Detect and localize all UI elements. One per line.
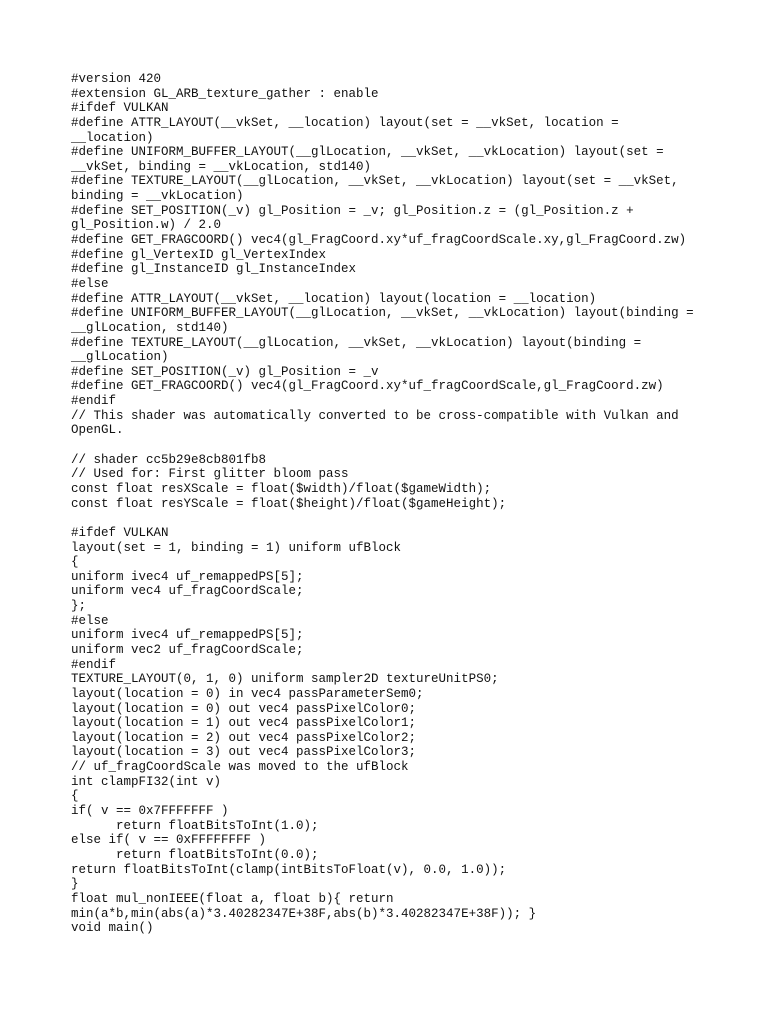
code-line: __glLocation): [71, 350, 169, 365]
code-line: else if( v == 0xFFFFFFFF ): [71, 833, 267, 848]
code-line: int clampFI32(int v): [71, 774, 222, 789]
code-line: // shader cc5b29e8cb801fb8: [71, 452, 267, 467]
code-line: gl_Position.w) / 2.0: [71, 218, 222, 233]
code-line: }: [71, 877, 79, 892]
code-line: __glLocation, std140): [71, 320, 229, 335]
code-line: #define ATTR_LAYOUT(__vkSet, __location) layout(set = __vkSet, location =: [71, 115, 619, 130]
code-line: #define GET_FRAGCOORD() vec4(gl_FragCoord.xy*uf_fragCoordScale,gl_FragCoord.zw): [71, 379, 664, 394]
code-line: void main(): [71, 921, 154, 936]
code-line: #define TEXTURE_LAYOUT(__glLocation, __vkSet, __vkLocation) layout(binding =: [71, 335, 642, 350]
code-line: __vkSet, binding = __vkLocation, std140): [71, 159, 372, 174]
code-line: {: [71, 555, 79, 570]
code-line: #ifdef VULKAN: [71, 101, 169, 116]
code-line: };: [71, 599, 87, 614]
code-line: layout(location = 1) out vec4 passPixelColor1;: [71, 716, 417, 731]
code-line: layout(location = 2) out vec4 passPixelColor2;: [71, 730, 417, 745]
code-line: __location): [71, 130, 154, 145]
code-line: float mul_nonIEEE(float a, float b){ return: [71, 891, 394, 906]
code-line: uniform vec4 uf_fragCoordScale;: [71, 584, 304, 599]
code-line: layout(location = 3) out vec4 passPixelColor3;: [71, 745, 417, 760]
code-line: uniform vec2 uf_fragCoordScale;: [71, 642, 304, 657]
code-line: layout(location = 0) in vec4 passParameterSem0;: [71, 686, 424, 701]
code-line: layout(set = 1, binding = 1) uniform ufBlock: [71, 540, 402, 555]
code-line: // This shader was automatically converted to be cross-compatible with Vulkan and: [71, 408, 679, 423]
code-line: #define gl_VertexID gl_VertexIndex: [71, 247, 327, 262]
code-line: const float resXScale = float($width)/float($gameWidth);: [71, 481, 492, 496]
code-line: {: [71, 789, 79, 804]
code-line: #extension GL_ARB_texture_gather : enable: [71, 86, 379, 101]
code-line: OpenGL.: [71, 423, 124, 438]
code-line: uniform ivec4 uf_remappedPS[5];: [71, 628, 304, 643]
code-line: #define UNIFORM_BUFFER_LAYOUT(__glLocation, __vkSet, __vkLocation) layout(set =: [71, 145, 664, 160]
code-line: [71, 438, 711, 453]
code-line: const float resYScale = float($height)/float($gameHeight);: [71, 496, 507, 511]
code-line: #else: [71, 276, 109, 291]
code-line: #define GET_FRAGCOORD() vec4(gl_FragCoord.xy*uf_fragCoordScale.xy,gl_FragCoord.zw): [71, 233, 687, 248]
code-line: #else: [71, 613, 109, 628]
code-line: #define SET_POSITION(_v) gl_Position = _v: [71, 364, 379, 379]
code-line: // uf_fragCoordScale was moved to the ufBlock: [71, 760, 409, 775]
code-line: [71, 511, 711, 526]
code-line: TEXTURE_LAYOUT(0, 1, 0) uniform sampler2D textureUnitPS0;: [71, 672, 499, 687]
code-line: #define SET_POSITION(_v) gl_Position = _v; gl_Position.z = (gl_Position.z +: [71, 203, 634, 218]
code-line: #define TEXTURE_LAYOUT(__glLocation, __vkSet, __vkLocation) layout(set = __vkSet,: [71, 174, 679, 189]
code-line: #version 420: [71, 72, 162, 86]
code-line: // Used for: First glitter bloom pass: [71, 467, 349, 482]
code-line: binding = __vkLocation): [71, 189, 244, 204]
code-line: #endif: [71, 657, 117, 672]
code-line: uniform ivec4 uf_remappedPS[5];: [71, 569, 304, 584]
code-line: min(a*b,min(abs(a)*3.40282347E+38F,abs(b)*3.40282347E+38F)); }: [71, 906, 537, 921]
document-body: [71, 72, 711, 936]
code-line: if( v == 0x7FFFFFFF ): [71, 804, 229, 819]
code-line: #define gl_InstanceID gl_InstanceIndex: [71, 262, 357, 277]
code-line: #endif: [71, 394, 117, 409]
code-line: #define UNIFORM_BUFFER_LAYOUT(__glLocation, __vkSet, __vkLocation) layout(binding =: [71, 306, 694, 321]
code-line: return floatBitsToInt(clamp(intBitsToFloat(v), 0.0, 1.0));: [71, 862, 507, 877]
code-line: layout(location = 0) out vec4 passPixelColor0;: [71, 701, 417, 716]
code-line: return floatBitsToInt(0.0);: [71, 847, 319, 862]
code-line: #ifdef VULKAN: [71, 525, 169, 540]
code-line: #define ATTR_LAYOUT(__vkSet, __location) layout(location = __location): [71, 291, 597, 306]
code-line: return floatBitsToInt(1.0);: [71, 818, 319, 833]
